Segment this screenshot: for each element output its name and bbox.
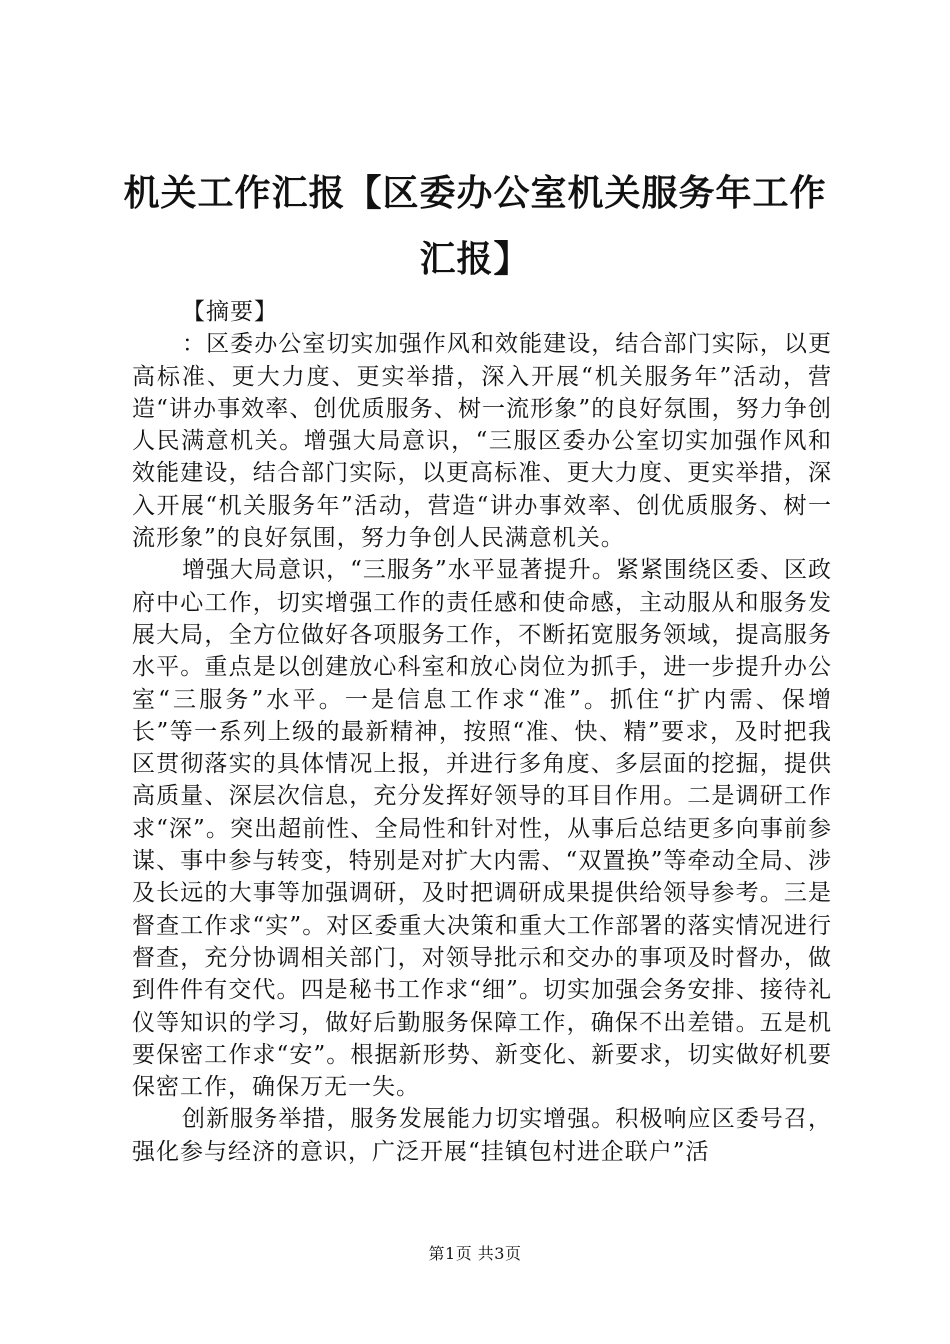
page-footer: 第1页 共3页 <box>428 1244 522 1263</box>
abstract-label: 【摘要】 <box>182 299 278 325</box>
paragraph-abstract: ：区委办公室切实加强作风和效能建设，结合部门实际，以更高标准、更大力度、更实举措，深入开展“机关服务年”活动，营造“讲办事效率、创优质服务、树一流形象”的良好氛围，努力争创人民满意机关。增强大局意识，“三服区委办公室切实加强作风和效能建设，结合部门实际，以更高标准、更大力度、更实举措，深入开展“机关服务年”活动，营造“讲办事效率、创优质服务、树一流形象”的良好氛围，努力争创人民满意机关。 <box>132 331 832 552</box>
paragraph-service-innovation: 创新服务举措，服务发展能力切实增强。积极响应区委号召，强化参与经济的意识，广泛开展“挂镇包村进企联户”活 <box>132 1106 832 1165</box>
document-title: 机关工作汇报【区委办公室机关服务年工作汇报】 <box>123 172 827 280</box>
paragraph-service-awareness: 增强大局意识，“三服务”水平显著提升。紧紧围绕区委、区政府中心工作，切实增强工作的责任感和使命感，主动服从和服务发展大局，全方位做好各项服务工作，不断拓宽服务领域，提高服务水平。重点是以创建放心科室和放心岗位为抓手，进一步提升办公室“三服务”水平。一是信息工作求“准”。抓住“扩内需、保增长”等一系列上级的最新精神，按照“准、快、精”要求，及时把我区贯彻落实的具体情况上报，并进行多角度、多层面的挖掘，提供高质量、深层次信息，充分发挥好领导的耳目作用。二是调研工作求“深”。突出超前性、全局性和针对性，从事后总结更多向事前参谋、事中参与转变，特别是对扩大内需、“双置换”等牵动全局、涉及长远的大事等加强调研，及时把调研成果提供给领导参考。三是督查工作求“实”。对区委重大决策和重大工作部署的落实情况进行督查，充分协调相关部门，对领导批示和交办的事项及时督办，做到件件有交代。四是秘书工作求“细”。切实加强会务安排、接待礼仪等知识的学习，做好后勤服务保障工作，确保不出差错。五是机要保密工作求“安”。根据新形势、新变化、新要求，切实做好机要保密工作，确保万无一失。 <box>132 557 832 1101</box>
document-body <box>132 296 832 1168</box>
